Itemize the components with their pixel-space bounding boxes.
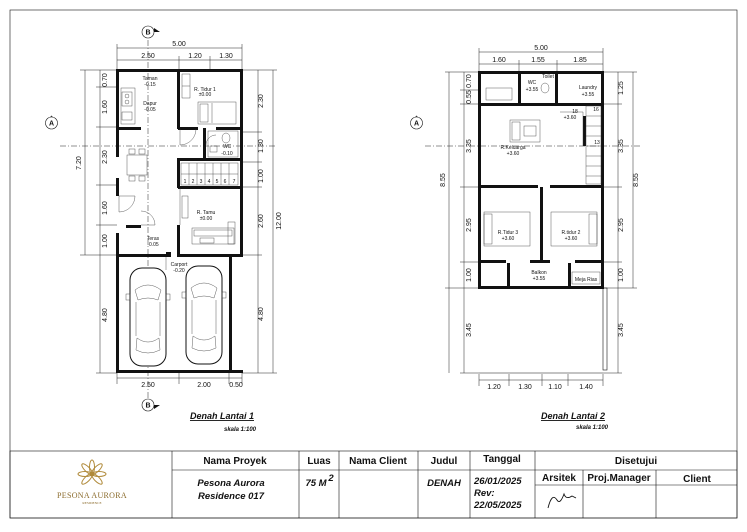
- toilet-bowl-2: [541, 83, 549, 93]
- logo: [57, 460, 127, 505]
- judul-label: Judul: [430, 456, 458, 467]
- disetujui-label: Disetujui: [614, 456, 658, 467]
- dim-right-2-4: 1.00: [618, 268, 625, 282]
- dim-left-2-6: 3.45: [466, 323, 473, 337]
- dim-top-2-1: 1.60: [492, 57, 506, 64]
- nama-proyek-label: Nama Proyek: [203, 456, 267, 467]
- dim-right-2-3: 2.95: [618, 218, 625, 232]
- balcony-parapet: [603, 288, 607, 370]
- tanggal-rev-date: 22/05/2025: [474, 500, 522, 511]
- dim-top-2-3: 1.85: [573, 57, 587, 64]
- room-toilet: Toilet: [542, 74, 554, 80]
- car-right: [182, 266, 226, 364]
- tv-cabinet: [182, 196, 188, 218]
- stair-step-2: 2: [191, 179, 195, 185]
- section-a-label: A: [48, 120, 55, 128]
- dim-bottom-2: 2.00: [197, 382, 211, 389]
- room-taman-level: -0.15: [144, 82, 156, 88]
- dim-right-5: 4.80: [258, 307, 265, 321]
- dim-top-2: 1.20: [188, 53, 202, 60]
- room-tidur-2-level: +3.60: [564, 236, 578, 242]
- flower-icon: [78, 460, 106, 486]
- sheet-border: [10, 10, 737, 518]
- doors-floor-1: [119, 129, 216, 270]
- logo-subtitle: RESIDENCE: [82, 501, 102, 505]
- room-wc-2-level: +3.55: [525, 87, 539, 93]
- stair-step-1: 1: [183, 179, 187, 185]
- dim-top-total-2: 5.00: [534, 45, 548, 52]
- section-a-label-2: A: [413, 120, 420, 128]
- proj-manager-label: Proj.Manager: [587, 473, 651, 484]
- floor-plan-1: [46, 26, 284, 433]
- dim-right-3: 1.00: [258, 169, 265, 183]
- tanggal-label: Tanggal: [483, 454, 521, 465]
- room-tidur-3: R.Tidur 3: [497, 230, 519, 236]
- room-dapur-level: -0.05: [144, 107, 156, 113]
- nama-proyek-line-2: Residence 017: [197, 491, 265, 502]
- room-tamu-level: ±0.00: [199, 216, 213, 222]
- floor-plan-2: [411, 45, 643, 431]
- toilet-bowl: [222, 133, 230, 143]
- room-wc: WC: [222, 144, 232, 150]
- stair-step-13: 13: [594, 140, 600, 146]
- room-laundry: Laundry: [578, 85, 598, 91]
- stair-step-3: 3: [199, 179, 203, 185]
- room-teras: Teras: [146, 236, 160, 242]
- plan-2-caption: Denah Lantai 2: [540, 411, 606, 421]
- room-balkon-level: +3.55: [532, 276, 546, 282]
- dim-left-1: 0.70: [102, 73, 109, 87]
- luas-label: Luas: [307, 456, 331, 467]
- dim-bottom-1: 2.50: [141, 382, 155, 389]
- dim-bottom-2-4: 1.40: [579, 384, 593, 391]
- dim-ticks-left-2: [445, 72, 479, 373]
- dim-right-2-2: 3.35: [618, 139, 625, 153]
- stair-step-4: 4: [207, 179, 211, 185]
- dim-left-2-5: 1.00: [466, 268, 473, 282]
- dim-left-4: 1.60: [102, 201, 109, 215]
- room-keluarga: R.Keluarga: [500, 145, 526, 151]
- family-sofa: [510, 120, 540, 142]
- nama-client-label: Nama Client: [349, 456, 407, 467]
- room-carport-level: -0.20: [173, 268, 185, 274]
- room-tamu: R. Tamu: [196, 210, 216, 216]
- stove: [122, 92, 132, 106]
- shower-tray: [486, 88, 512, 100]
- dim-left-2-4: 2.95: [466, 218, 473, 232]
- dim-right-2: 1.30: [258, 139, 265, 153]
- room-meja-rias: Meja Rias: [574, 277, 598, 283]
- judul-value: DENAH: [427, 478, 461, 489]
- bed-1: [198, 102, 236, 124]
- floor-drain: [210, 146, 217, 152]
- dim-top-3: 1.30: [219, 53, 233, 60]
- room-dapur: Dapur: [143, 101, 157, 107]
- stair-step-18: 18: [572, 109, 578, 115]
- luas-unit-superscript: 2: [328, 473, 334, 484]
- dim-top-1: 2.50: [141, 53, 155, 60]
- dim-right-4: 2.60: [258, 214, 265, 228]
- dim-left-2-total: 8.55: [440, 173, 447, 187]
- dim-left-5: 1.00: [102, 234, 109, 248]
- stair-step-16: 16: [593, 107, 599, 113]
- room-wc-2: WC: [527, 80, 537, 86]
- section-b-marker-bottom: [142, 399, 160, 411]
- room-tidur-1-level: ±0.00: [198, 92, 212, 98]
- sink: [122, 112, 132, 120]
- dim-right-2-total: 8.55: [633, 173, 640, 187]
- stair-step-5: 5: [215, 179, 219, 185]
- dim-bottom-2-2: 1.30: [518, 384, 532, 391]
- tanggal-date: 26/01/2025: [474, 476, 522, 487]
- plan-2-scale: skala 1:100: [575, 425, 609, 431]
- dim-right-total: 12.00: [276, 212, 283, 230]
- dim-left-2-3: 3.35: [466, 139, 473, 153]
- stair-step-7: 7: [232, 179, 236, 185]
- plan-1-scale: skala 1:100: [223, 427, 257, 433]
- section-a-marker-left-2: [411, 116, 423, 129]
- room-wc-level: -0.10: [221, 151, 233, 157]
- sofa-set: [192, 222, 235, 244]
- section-a-marker-left-1: [46, 116, 58, 129]
- title-block: [10, 451, 737, 518]
- room-tidur-1: R. Tidur 1: [194, 87, 216, 93]
- room-taman: Taman: [142, 76, 158, 82]
- dim-right-2-1: 1.25: [618, 81, 625, 95]
- landing-level: +3.60: [563, 115, 577, 121]
- dining-table: [127, 149, 147, 181]
- arsitek-label: Arsitek: [542, 473, 576, 484]
- section-b-label-bottom: B: [145, 402, 151, 410]
- dim-left-2-1: 0.70: [466, 74, 473, 88]
- walls-floor-2: [478, 71, 604, 289]
- plan-1-caption: Denah Lantai 1: [189, 411, 255, 421]
- room-balkon: Balkon: [531, 270, 547, 276]
- section-b-marker-top: [142, 26, 160, 38]
- dim-left-2-2: 0.55: [466, 90, 473, 104]
- dim-ticks-left: [80, 70, 117, 373]
- dim-right-2-5: 3.45: [618, 323, 625, 337]
- luas-value: 75 M: [305, 478, 327, 489]
- dim-left-3: 2.30: [102, 150, 109, 164]
- stair-step-6: 6: [223, 179, 227, 185]
- dim-left-total: 7.20: [76, 156, 83, 170]
- dim-top-2-2: 1.55: [531, 57, 545, 64]
- client-approval-label: Client: [683, 474, 711, 485]
- dim-left-2: 1.60: [102, 100, 109, 114]
- dim-right-1: 2.30: [258, 94, 265, 108]
- logo-name: PESONA AURORA: [57, 491, 127, 500]
- dim-top-total: 5.00: [172, 41, 186, 48]
- nama-proyek-line-1: Pesona Aurora: [197, 478, 265, 489]
- room-carport: Carport: [170, 262, 188, 268]
- section-b-label-top: B: [145, 29, 151, 37]
- room-tidur-3-level: +3.60: [501, 236, 515, 242]
- wardrobe: [182, 74, 190, 98]
- dim-bottom-3: 0.50: [229, 382, 243, 389]
- room-tidur-2: R.tidur 2: [561, 230, 581, 236]
- room-laundry-level: +3.55: [581, 92, 595, 98]
- tanggal-rev-label: Rev:: [474, 488, 495, 499]
- room-teras-level: -0.05: [147, 242, 159, 248]
- room-keluarga-level: +3.60: [506, 151, 520, 157]
- dim-bottom-2-3: 1.10: [548, 384, 562, 391]
- architect-signature: [548, 494, 576, 508]
- car-left: [126, 268, 170, 366]
- dim-bottom-2-1: 1.20: [487, 384, 501, 391]
- dim-left-6: 4.80: [102, 308, 109, 322]
